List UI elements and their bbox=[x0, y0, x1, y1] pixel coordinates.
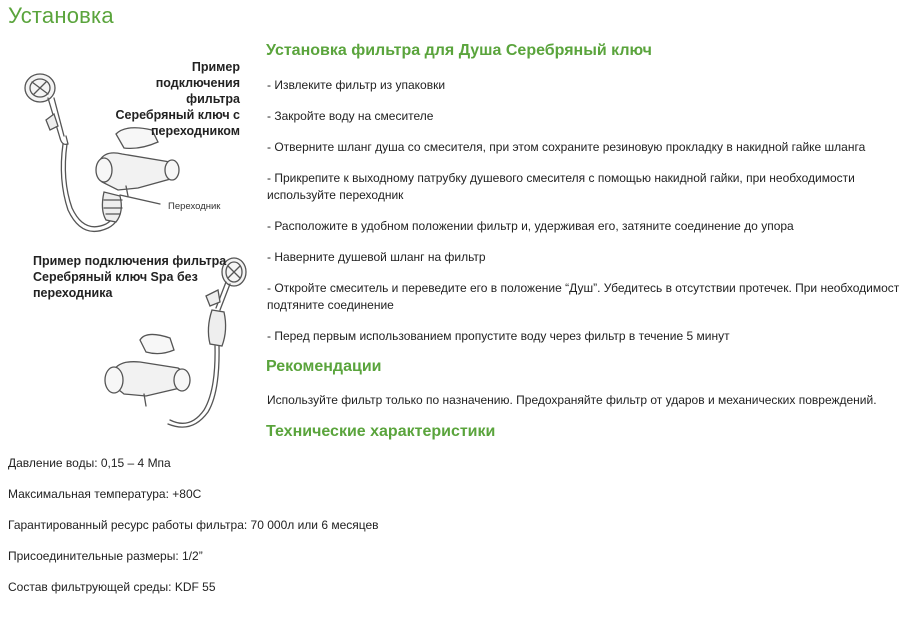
install-section-title: Установка фильтра для Душа Серебряный ключ bbox=[266, 42, 652, 59]
filter-icon bbox=[102, 192, 122, 222]
page-heading: Установка bbox=[8, 3, 114, 28]
install-step bbox=[267, 280, 907, 314]
spec-item: Давление воды: 0,15 – 4 Мпа bbox=[8, 456, 171, 470]
install-step bbox=[267, 170, 877, 204]
spec-item: Состав фильтрующей среды: KDF 55 bbox=[8, 580, 216, 594]
spec-item: Гарантированный ресурс работы фильтра: 70 000л или 6 месяцев bbox=[8, 518, 379, 532]
install-step: - Закройте воду на смесителе bbox=[267, 109, 434, 123]
installation-illustration bbox=[20, 50, 250, 440]
install-step-text: - Откройте смеситель и переведите его в положение “Душ”. Убедитесь в отсутствии протечек. При необходимост подтяните соединение bbox=[267, 281, 900, 312]
adapter-label: Переходник bbox=[168, 201, 221, 212]
specs-title: Технические характеристики bbox=[266, 423, 496, 440]
install-step: - Перед первым использованием пропустите воду через фильтр в течение 5 минут bbox=[267, 329, 730, 343]
install-step: - Отверните шланг душа со смесителя, при этом сохраните резиновую прокладку в накидной гайке шланга bbox=[267, 140, 866, 154]
shower-head-icon bbox=[25, 74, 68, 144]
recommendations-text: Используйте фильтр только по назначению. Предохраняйте фильтр от ударов и механических повреждений. bbox=[267, 393, 877, 407]
install-step: - Извлеките фильтр из упаковки bbox=[267, 78, 446, 92]
filter-bottom-icon bbox=[208, 310, 225, 346]
spec-item: Присоединительные размеры: 1/2” bbox=[8, 549, 203, 563]
spec-item: Максимальная температура: +80С bbox=[8, 487, 202, 501]
install-step-text: - Прикрепите к выходному патрубку душевого смесителя с помощью накидной гайки, при необходимости используйте переходник bbox=[267, 171, 855, 202]
recommendations-title: Рекомендации bbox=[266, 358, 382, 375]
install-step: - Наверните душевой шланг на фильтр bbox=[267, 250, 486, 264]
mixer-bottom-icon bbox=[105, 334, 190, 406]
install-step: - Расположите в удобном положении фильтр и, удерживая его, затяните соединение до упора bbox=[267, 219, 794, 233]
specs-list bbox=[8, 455, 379, 596]
install-steps-list bbox=[267, 77, 907, 345]
illustration-caption-with-adapter: Пример подключения фильтра Серебряный ключ с переходником bbox=[115, 60, 240, 138]
illustration-caption-without-adapter: Пример подключения фильтра Серебряный ключ Spa без переходника bbox=[33, 254, 227, 300]
